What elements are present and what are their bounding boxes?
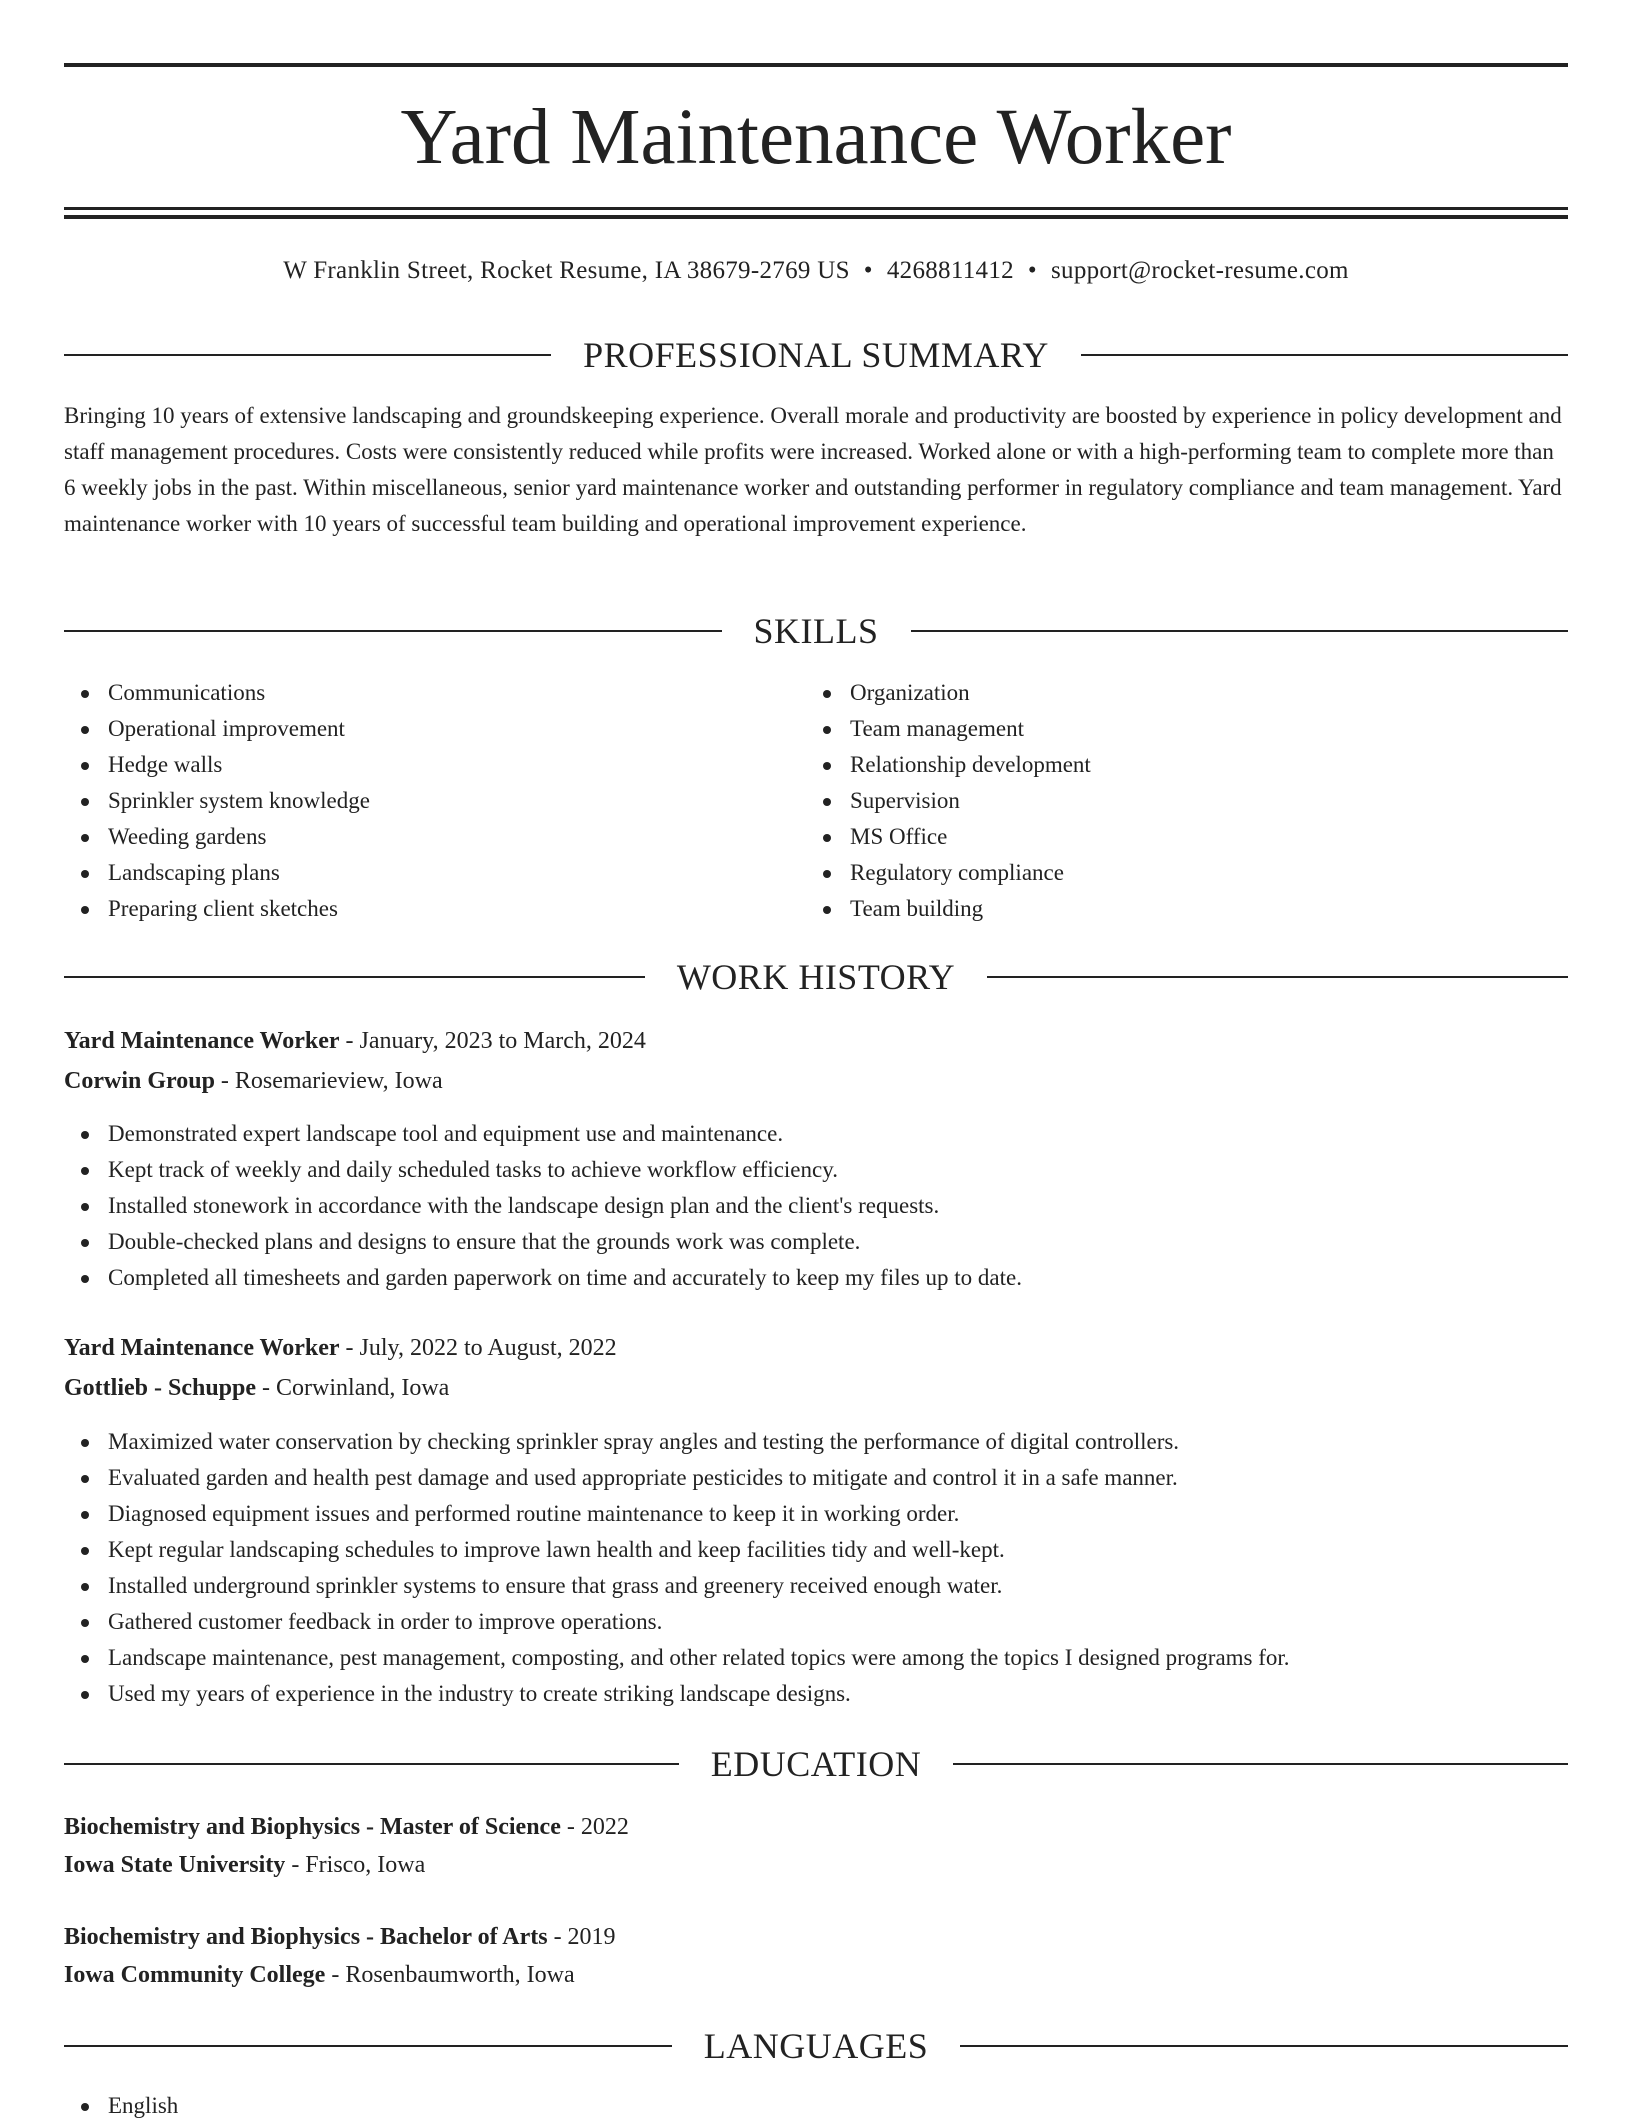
skill-item: Supervision [806,783,1506,819]
job-company: Gottlieb - Schuppe [64,1375,257,1401]
education-year: - 2022 [560,1814,629,1840]
education-degree: Biochemistry and Biophysics - Master of Science [64,1814,561,1840]
job-company: Corwin Group [64,1068,215,1094]
heading-rule-left [64,2045,672,2047]
job-bullet: Double-checked plans and designs to ensure that the grounds work was complete. [64,1224,1568,1260]
job-bullet: Diagnosed equipment issues and performed routine maintenance to keep it in working order. [64,1496,1568,1532]
job-company-line [64,1368,1568,1408]
skill-item: Operational improvement [64,711,764,747]
skills-list-left [64,675,764,927]
education-school: Iowa State University [64,1852,286,1878]
job-bullet: Gathered customer feedback in order to improve operations. [64,1604,1568,1640]
contact-address: W Franklin Street, Rocket Resume, IA 38679-2769 US [283,257,850,284]
education-heading [64,1742,1568,1786]
skill-item: Hedge walls [64,747,764,783]
skill-item: Regulatory compliance [806,855,1506,891]
job-bullet: Kept regular landscaping schedules to improve lawn health and keep facilities tidy and well-kept. [64,1532,1568,1568]
skill-item: Communications [64,675,764,711]
job-bullet: Kept track of weekly and daily scheduled tasks to achieve workflow efficiency. [64,1152,1568,1188]
contact-phone: 4268811412 [886,257,1014,284]
job-bullets [64,1424,1568,1712]
skill-item: Relationship development [806,747,1506,783]
skills-list-right [806,675,1506,927]
job-dates: - January, 2023 to March, 2024 [339,1028,646,1054]
job-title: Yard Maintenance Worker [64,1335,340,1361]
languages-heading [64,2024,1568,2068]
job-location: - Corwinland, Iowa [256,1375,450,1401]
job-bullet: Landscape maintenance, pest management, composting, and other related topics were among the topics I designed programs for. [64,1640,1568,1676]
heading-rule-left [64,354,551,356]
summary-text: Bringing 10 years of extensive landscaping and groundskeeping experience. Overall morale and productivity are boosted by experience in policy development and staff management procedures. Costs were consistently reduced while profits were increased. Worked alone or with a high-performing team to complete more than 6 weekly jobs in the past. Within miscellaneous, senior yard maintenance worker and outstanding performer in regulatory compliance and team management. Yard maintenance worker with 10 years of successful team building and operational improvement experience. [64,403,1562,536]
contact-separator: • [1027,257,1037,284]
education-degree-line [64,1918,1568,1956]
heading-rule-left [64,630,722,632]
job-dates: - July, 2022 to August, 2022 [339,1335,617,1361]
job-title-line [64,1328,1568,1368]
skills-heading-title: SKILLS [753,611,879,651]
job-bullet: Used my years of experience in the industry to create striking landscape designs. [64,1676,1568,1712]
contact-line [64,254,1568,288]
languages-list [64,2088,764,2124]
work-heading [64,955,1568,999]
education-degree-line [64,1808,1568,1846]
skill-item: Sprinkler system knowledge [64,783,764,819]
skills-heading [64,609,1568,653]
job-title-line [64,1021,1568,1061]
education-school-line [64,1846,1568,1884]
job-bullet: Evaluated garden and health pest damage and used appropriate pesticides to mitigate and control it in a safe manner. [64,1460,1568,1496]
education-school: Iowa Community College [64,1962,326,1988]
heading-rule-left [64,1763,679,1765]
skill-item: Landscaping plans [64,855,764,891]
languages-heading-title: LANGUAGES [703,2026,929,2066]
heading-rule-right [960,2045,1568,2047]
work-heading-title: WORK HISTORY [676,957,956,997]
job-bullet: Maximized water conservation by checking sprinkler spray angles and testing the performance of digital controllers. [64,1424,1568,1460]
skill-item: Team building [806,891,1506,927]
education-location: - Rosenbaumworth, Iowa [325,1962,575,1988]
job-bullet: Demonstrated expert landscape tool and equipment use and maintenance. [64,1116,1568,1152]
summary-heading-title: PROFESSIONAL SUMMARY [583,335,1049,375]
contact-separator: • [863,257,873,284]
education-school-line [64,1956,1568,1994]
language-item: English [64,2088,764,2124]
contact-email: support@rocket-resume.com [1050,257,1349,284]
heading-rule-right [911,630,1569,632]
job-bullet: Completed all timesheets and garden paperwork on time and accurately to keep my files up to date. [64,1260,1568,1296]
education-year: - 2019 [547,1924,616,1950]
education-heading-title: EDUCATION [710,1744,922,1784]
job-company-line [64,1061,1568,1101]
education-location: - Frisco, Iowa [285,1852,426,1878]
job-bullets [64,1116,1568,1296]
skill-item: Preparing client sketches [64,891,764,927]
education-degree: Biochemistry and Biophysics - Bachelor of Arts [64,1924,548,1950]
job-bullet: Installed stonework in accordance with the landscape design plan and the client's requests. [64,1188,1568,1224]
top-rule [64,63,1568,67]
resume-name: Yard Maintenance Worker [400,94,1232,181]
double-rule-upper [64,207,1568,210]
skill-item: MS Office [806,819,1506,855]
heading-rule-right [953,1763,1568,1765]
heading-rule-right [1081,354,1568,356]
heading-rule-right [987,976,1568,978]
heading-rule-left [64,976,645,978]
double-rule-lower [64,215,1568,219]
job-bullet: Installed underground sprinkler systems to ensure that grass and greenery received enough water. [64,1568,1568,1604]
skill-item: Weeding gardens [64,819,764,855]
skill-item: Team management [806,711,1506,747]
skill-item: Organization [806,675,1506,711]
summary-heading [64,333,1568,377]
job-location: - Rosemarieview, Iowa [214,1068,443,1094]
job-title: Yard Maintenance Worker [64,1028,340,1054]
